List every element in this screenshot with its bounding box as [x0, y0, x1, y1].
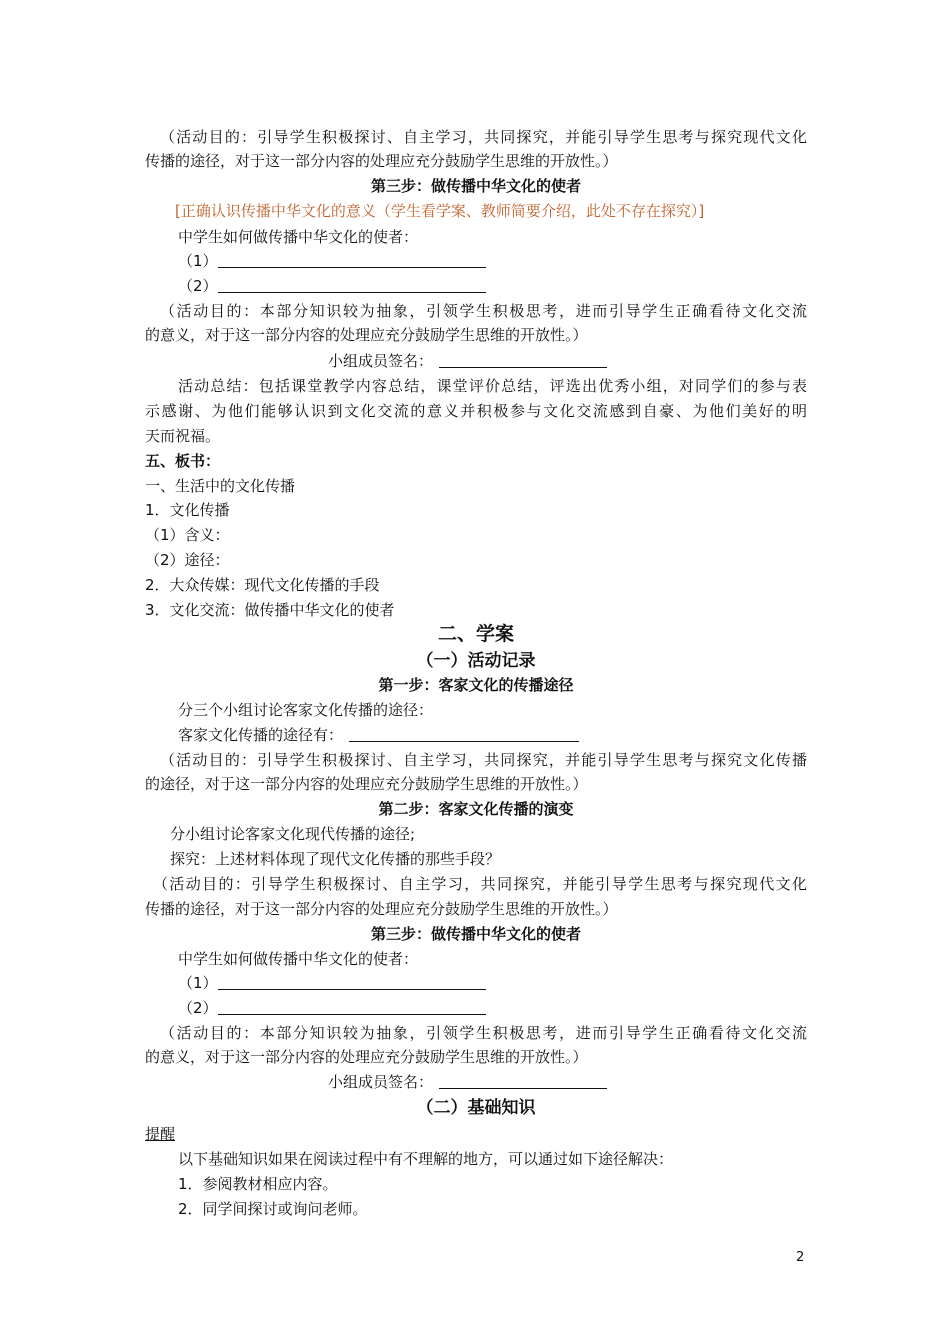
step-heading: 第一步：客家文化的传播途径: [378, 676, 574, 694]
paragraph-line: 传播的途径，对于这一部分内容的处理应充分鼓励学生思维的开放性。）: [145, 152, 618, 170]
item-label: （2）: [178, 277, 218, 295]
paragraph-line: （活动目的：本部分知识较为抽象，引领学生积极思考，进而引导学生正确看待文化交流: [160, 1024, 807, 1042]
paragraph-line: 示感谢、为他们能够认识到文化交流的意义并积极参与文化交流感到自豪、为他们美好的明: [145, 402, 807, 420]
list-item: 2．同学间探讨或询问老师。: [178, 1200, 368, 1218]
item-label: （1）: [178, 974, 218, 992]
signature-line: [328, 1071, 607, 1093]
paragraph-line: 天而祝福。: [145, 427, 221, 445]
question-text: 中学生如何做传播中华文化的使者：: [178, 228, 419, 246]
question-text: 中学生如何做传播中华文化的使者：: [178, 950, 419, 968]
answer-item: [178, 250, 486, 272]
question-text: 探究：上述材料体现了现代文化传播的那些手段？: [170, 850, 501, 868]
page-number: 2: [796, 1250, 805, 1265]
answer-blank[interactable]: [349, 725, 579, 742]
answer-label: 客家文化传播的途径有：: [178, 726, 344, 744]
step-heading: 第三步：做传播中华文化的使者: [370, 177, 581, 195]
paragraph-line: 的途径，对于这一部分内容的处理应充分鼓励学生思维的开放性。）: [145, 775, 588, 793]
subsection-title: （一）活动记录: [416, 651, 536, 671]
answer-blank[interactable]: [218, 251, 486, 268]
answer-item: [178, 972, 486, 994]
board-line: 3．文化交流：做传播中华文化的使者: [145, 601, 395, 619]
signature-blank[interactable]: [439, 351, 607, 368]
paragraph-line: （活动目的：引导学生积极探讨、自主学习，共同探究，并能引导学生思考与探究现代文化: [160, 128, 807, 146]
section-title: 二、学案: [437, 623, 514, 645]
highlighted-note: [正确认识传播中华文化的意义（学生看学案、教师简要介绍，此处不存在探究）]: [175, 202, 705, 220]
paragraph-line: 的意义，对于这一部分内容的处理应充分鼓励学生思维的开放性。）: [145, 326, 588, 344]
board-line: （1）含义：: [145, 526, 230, 544]
answer-blank[interactable]: [218, 998, 486, 1015]
answer-blank[interactable]: [218, 276, 486, 293]
board-line: （2）途径：: [145, 551, 230, 569]
step-heading: 第二步：客家文化传播的演变: [378, 800, 574, 818]
board-line: 1．文化传播: [145, 501, 230, 519]
board-line: 一、生活中的文化传播: [145, 477, 296, 495]
step-heading: 第三步：做传播中华文化的使者: [370, 925, 581, 943]
answer-item: [178, 275, 486, 297]
signature-blank[interactable]: [439, 1072, 607, 1089]
paragraph-line: （活动目的：引导学生积极探讨、自主学习，共同探究，并能引导学生思考与探究现代文化: [153, 875, 807, 893]
paragraph-line: 以下基础知识如果在阅读过程中有不理解的地方，可以通过如下途径解决：: [178, 1150, 674, 1168]
signature-label: 小组成员签名：: [328, 352, 434, 370]
question-text: 分小组讨论客家文化现代传播的途径;: [170, 825, 416, 843]
answer-item: [178, 724, 579, 746]
remind-label: 提醒: [145, 1125, 176, 1143]
signature-label: 小组成员签名：: [328, 1073, 434, 1091]
board-line: 2．大众传媒：现代文化传播的手段: [145, 576, 380, 594]
signature-line: [328, 350, 607, 372]
answer-item: [178, 997, 486, 1019]
item-label: （2）: [178, 999, 218, 1017]
answer-blank[interactable]: [218, 973, 486, 990]
item-label: （1）: [178, 252, 218, 270]
question-text: 分三个小组讨论客家文化传播的途径：: [178, 701, 434, 719]
paragraph-line: （活动目的：引导学生积极探讨、自主学习，共同探究，并能引导学生思考与探究文化传播: [160, 751, 807, 769]
subsection-title: （二）基础知识: [416, 1098, 536, 1118]
paragraph-line: 活动总结：包括课堂教学内容总结，课堂评价总结，评选出优秀小组，对同学们的参与表: [178, 377, 807, 395]
paragraph-line: （活动目的：本部分知识较为抽象，引领学生积极思考，进而引导学生正确看待文化交流: [160, 302, 807, 320]
section-heading: 五、板书：: [145, 452, 221, 470]
paragraph-line: 的意义，对于这一部分内容的处理应充分鼓励学生思维的开放性。）: [145, 1048, 588, 1066]
paragraph-line: 传播的途径，对于这一部分内容的处理应充分鼓励学生思维的开放性。）: [145, 900, 618, 918]
list-item: 1．参阅教材相应内容。: [178, 1175, 338, 1193]
